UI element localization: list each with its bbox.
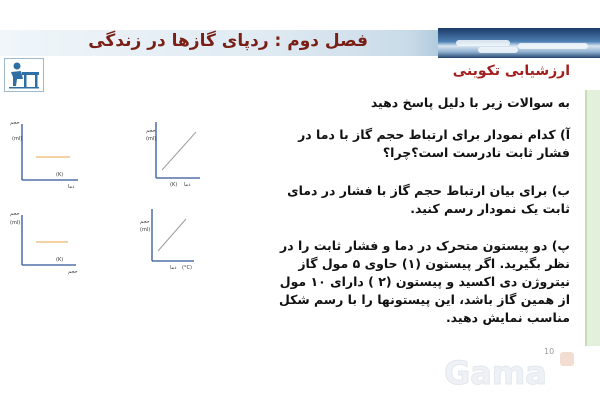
side-decoration-strip [585,90,600,346]
graph-line [158,219,186,251]
graph-y-unit: (ml) [10,220,21,226]
graph-x-unit: (K) [170,182,178,188]
graph-x-label: دما [68,184,75,190]
section-heading: ارزشیابی تکوینی [452,63,570,79]
graph-y-label: حجم [10,211,20,217]
graph-bottom-left [8,207,80,279]
header-photo [438,28,600,58]
graph-bottom-right [136,205,208,277]
graph-y-unit: (ml) [146,136,157,142]
graph-x-label: دما [170,265,177,271]
school-logo [4,58,44,92]
graph-y-label: حجم [10,120,20,126]
graph-x-label: دما [184,182,191,188]
graph-y-unit: (ml) [140,227,151,233]
graph-x-unit: (K) [56,172,64,178]
graph-y-label: حجم [146,128,156,134]
graph-line [162,132,196,170]
graph-y-unit: (ml) [12,136,23,142]
chapter-title: فصل دوم : ردپای گازها در زندگی [88,31,368,51]
graph-x-label: حجم [68,269,78,275]
page-number: 10 [544,347,555,356]
watermark-mark [560,352,574,366]
graph-top-left [8,118,80,190]
question-p: پ) دو پیستون متحرک در دما و فشار ثابت را در نظر بگیرید. اگر پیستون (۱) حاوی ۵ مول گاز نیتروژن دی اکسید و پیستون (۲ ) دارای ۱۰ مول از همین گاز باشد، این پیستونها را با رسم شکل مناسب نمایش دهید. [278,238,570,325]
graph-x-unit: (K) [56,257,64,263]
graph-y-label: حجم [140,219,150,225]
graph-top-right [142,118,214,190]
gama-watermark-logo [440,350,580,394]
graph-x-unit: (°C) [182,265,192,271]
watermark-text: Gama [444,354,547,392]
questions-intro: به سوالات زیر با دلیل پاسخ دهید [370,95,570,110]
desk-student-icon [5,59,43,91]
question-a: آ) کدام نمودار برای ارتباط حجم گاز با دما در فشار ثابت نادرست است؟چرا؟ [298,127,570,160]
question-b: ب) برای بیان ارتباط حجم گاز با فشار در دمای ثابت یک نمودار رسم کنید. [287,183,570,216]
